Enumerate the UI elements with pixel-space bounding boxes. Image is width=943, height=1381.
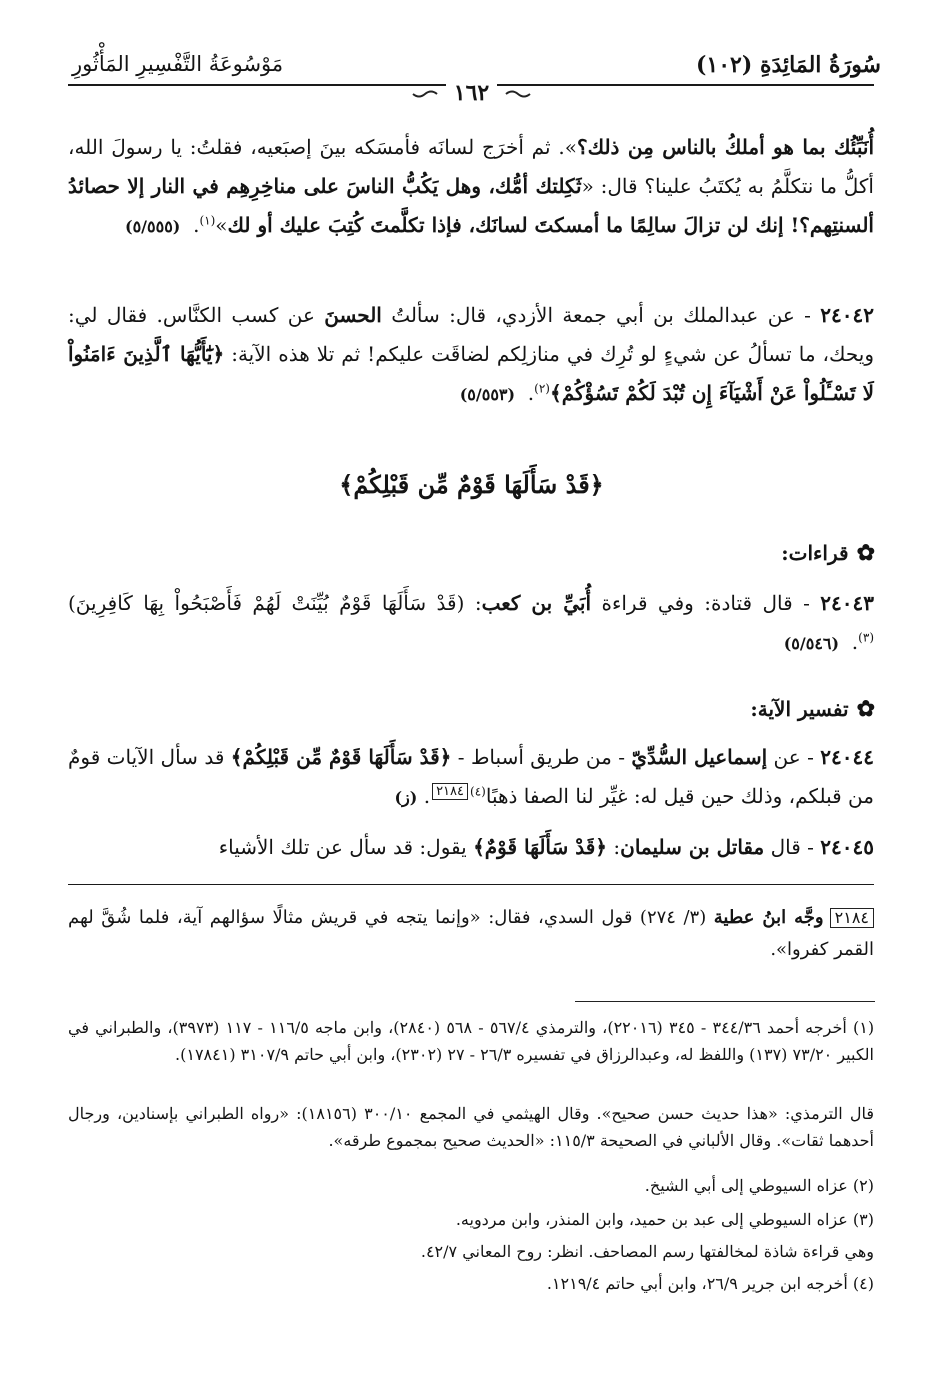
quran-verse: ﴿قَدْ سَأَلَهَا قَوْمٌ﴾ — [473, 835, 608, 859]
commentary-number-box: ٢١٨٤ — [830, 908, 874, 928]
hadith-number: ٢٤٠٤٥ — [820, 835, 874, 859]
footnote-1-cont: قال الترمذي: «هذا حديث حسن صحيح». وقال الهيثمي في المجمع ٣٠٠/١٠ (١٨١٥٦): «رواه الطبراني بإسنادين، ورجال أحدهما ثقات». وقال الألباني في الصحيحة ١١٥/٣: «الحديث صحيح بمجموع طرقه». — [68, 1104, 874, 1150]
volume-ref: (ز) — [394, 788, 418, 807]
page-number-row — [0, 80, 943, 106]
commentary-text: (٣/ ٢٧٤) قول السدي، فقال: «وإنما يتجه في قريش مثالًا سؤالهم آية، فلما شُقَّ لهم القمر كفروا». — [68, 907, 874, 960]
prev-hadith-paragraph: أُنَبِّئُك بما هو أملكُ بالناس مِن ذلك؟». ثم أخرَج لسانَه فأمسَكه بينَ إصبَعيه، فقلتُ: يا رسولَ الله، أكلُّ ما نتكلَّمُ به يُكتَبُ علينا؟ قال: «ثَكِلتك أمُّك، وهل يَكُبُّ الناسَ على مناخِرِهِم في النار إلا حصائدُ ألسنتِهم؟! إنك لن تزالَ سالِمًا ما أمسكتَ لسانَك، فإذا تكلَّمتَ كُتِبَ عليك أو لك»$^{(١)}$. (٥/٥٥٥) — [68, 135, 875, 237]
hadith-number: ٢٤٠٤٣ — [820, 591, 874, 615]
commentary-note — [68, 902, 874, 966]
narrator-name: الحسنَ — [324, 303, 382, 327]
footnote-rule — [575, 1001, 875, 1002]
footnote-marker: (٢) — [534, 381, 550, 396]
body-text: - قال قتادة: وفي قراءة — [591, 591, 821, 615]
commentary-author: وجَّه ابنُ عطية — [713, 907, 824, 928]
body-text: » — [215, 213, 228, 237]
narrator-name: أُبَيِّ بن كعب — [481, 591, 592, 615]
body-text: - عن — [767, 745, 821, 769]
page-number: ١٦٢ — [446, 80, 497, 106]
footnote-2: (٢) عزاه السيوطي إلى أبي الشيخ. — [644, 1176, 874, 1195]
ornament-icon — [412, 89, 438, 99]
body-text: : (قَدْ سَأَلَهَا قَوْمٌ بُيِّنَتْ لَهُمْ فَأَصْبَحُواْ بِهَا كَافِرِينَ) — [68, 591, 482, 615]
footnote-3: (٣) عزاه السيوطي إلى عبد بن حميد، وابن المنذر، وابن مردويه. — [455, 1210, 874, 1229]
book-title: مَوْسُوعَةُ التَّفْسِيرِ المَأْثُورِ — [72, 52, 284, 76]
quran-verse: ﴿يَٰٓأَيُّهَا ٱلَّذِينَ ءَامَنُواْ لَا تَسْـَٔلُواْ عَنْ أَشْيَآءَ إِن تُبْدَ لَكُمْ تَسُؤْكُمْ﴾ — [68, 342, 874, 405]
hadith-24043: ٢٤٠٤٣ - قال قتادة: وفي قراءة أُبَيِّ بن كعب: (قَدْ سَأَلَهَا قَوْمٌ بُيِّنَتْ لَهُمْ فَأَصْبَحُواْ بِهَا كَافِرِينَ)$^{(٣)}$. (٥/٥٤٦) — [68, 591, 874, 654]
volume-ref: (٥/٥٥٥) — [125, 217, 181, 236]
footnote-marker: (٣) — [858, 630, 874, 645]
body-text: قد سأل الآيات قومٌ من قبلكم، وذلك حين قيل له: غيِّر لنا الصفا ذهبًا — [68, 745, 874, 808]
commentary-rule — [68, 884, 874, 885]
body-text: ». ثم أخرَج لسانَه فأمسَكه بينَ إصبَعيه، فقلتُ: يا رسولَ الله، أكلُّ ما نتكلَّمُ به يُكتَبُ علينا؟ قال: « — [68, 135, 874, 198]
flower-icon: ✿ — [856, 540, 875, 566]
hadith-24045 — [68, 828, 874, 867]
hadith-number: ٢٤٠٤٢ — [820, 303, 874, 327]
surah-header: سُورَةُ المَائِدَةِ (١٠٢) — [696, 52, 881, 78]
verse-heading: ﴿قَدْ سَأَلَهَا قَوْمٌ مِّن قَبْلِكُمْ﴾ — [339, 470, 604, 499]
hadith-24042: ٢٤٠٤٢ - عن عبدالملك بن أبي جمعة الأزدي، قال: سألتُ الحسنَ عن كسب الكنَّاس. فقال لي: ويحك، ما تسألُ عن شيءٍ لو تُرِك في منازلِكم لضاقَت عليكم! ثم تلا هذه الآية: ﴿يَٰٓأَيُّهَا ٱلَّذِينَ ءَامَنُواْ لَا تَسْـَٔلُواْ عَنْ أَشْيَآءَ إِن تُبْدَ لَكُمْ تَسُؤْكُمْ﴾$^{(٢)}$. (٥/٥٥٣) — [68, 303, 874, 405]
body-text: - عن عبدالملك بن أبي جمعة الأزدي، قال: سألتُ — [381, 303, 821, 327]
hadith-24044: ٢٤٠٤٤ - عن إسماعيل السُّدِّيّ - من طريق أسباط - ﴿قَدْ سَأَلَهَا قَوْمٌ مِّن قَبْلِكُمْ﴾ قد سأل الآيات قومٌ من قبلكم، وذلك حين قيل له: غيِّر لنا الصفا ذهبًا$^{(٤)}$٢١٨٤. (ز) — [68, 745, 874, 808]
bold-text: ثَكِلتك أمُّك، وهل يَكُبُّ الناسَ على مناخِرِهِم في النار إلا حصائدُ ألسنتِهم؟! إنك لن تزالَ سالِمًا ما أمسكتَ لسانَك، فإذا تكلَّمتَ كُتِبَ عليك أو لك — [68, 174, 874, 237]
ornament-icon — [505, 89, 531, 99]
quran-verse: ﴿قَدْ سَأَلَهَا قَوْمٌ مِّن قَبْلِكُمْ﴾ — [230, 745, 452, 769]
body-text: - قال — [764, 835, 821, 859]
footnote-1: (١) أخرجه أحمد ٣٤٤/٣٦ - ٣٤٥ (٢٢٠١٦)، والترمذي ٥٦٧/٤ - ٥٦٨ (٢٨٤٠)، وابن ماجه ١١٦/٥ - ١١٧ (٣٩٧٣)، والطبراني في الكبير ٧٣/٢٠ (١٣٧) واللفظ له، وعبدالرزاق في تفسيره ٢٦/٣ - ٢٧ (٢٣٠٢)، وابن أبي حاتم ٣١٠٧/٩ (١٧٨٤١). — [68, 1018, 875, 1064]
volume-ref: (٥/٥٤٦) — [783, 634, 840, 653]
volume-ref: (٥/٥٥٣) — [459, 385, 516, 404]
hadith-number: ٢٤٠٤٤ — [820, 745, 874, 769]
narrator-name: مقاتل بن سليمان — [620, 835, 765, 859]
footnote-marker: (١) — [199, 213, 216, 228]
commentary-ref-box: ٢١٨٤ — [432, 783, 468, 800]
body-text: : — [607, 835, 621, 859]
footnote-4: (٤) أخرجه ابن جرير ٢٦/٩، وابن أبي حاتم ١٢١٩/٤. — [546, 1274, 874, 1293]
body-text: - من طريق أسباط - — [451, 745, 632, 769]
bold-text: أُنَبِّئُك بما هو أملكُ بالناس مِن ذلك؟ — [576, 135, 875, 159]
body-text: يقول: قد سأل عن تلك الأشياء — [218, 835, 474, 859]
section-heading-tafsir — [750, 696, 875, 722]
section-heading-text: تفسير الآية: — [750, 697, 849, 721]
footnote-3-cont: وهي قراءة شاذة لمخالفتها رسم المصاحف. انظر: روح المعاني ٤٢/٧. — [420, 1242, 874, 1261]
section-heading-text: قراءات: — [781, 541, 849, 565]
footnote-marker: (٤) — [470, 784, 486, 799]
section-heading-readings — [781, 540, 875, 566]
body-text: عن كسب الكنَّاس. فقال لي: ويحك، ما تسألُ عن شيءٍ لو تُرِك في منازلِكم لضاقَت عليكم! ثم تلا هذه الآية: — [68, 303, 874, 366]
narrator-name: إسماعيل السُّدِّيّ — [631, 745, 768, 769]
flower-icon: ✿ — [856, 696, 875, 722]
